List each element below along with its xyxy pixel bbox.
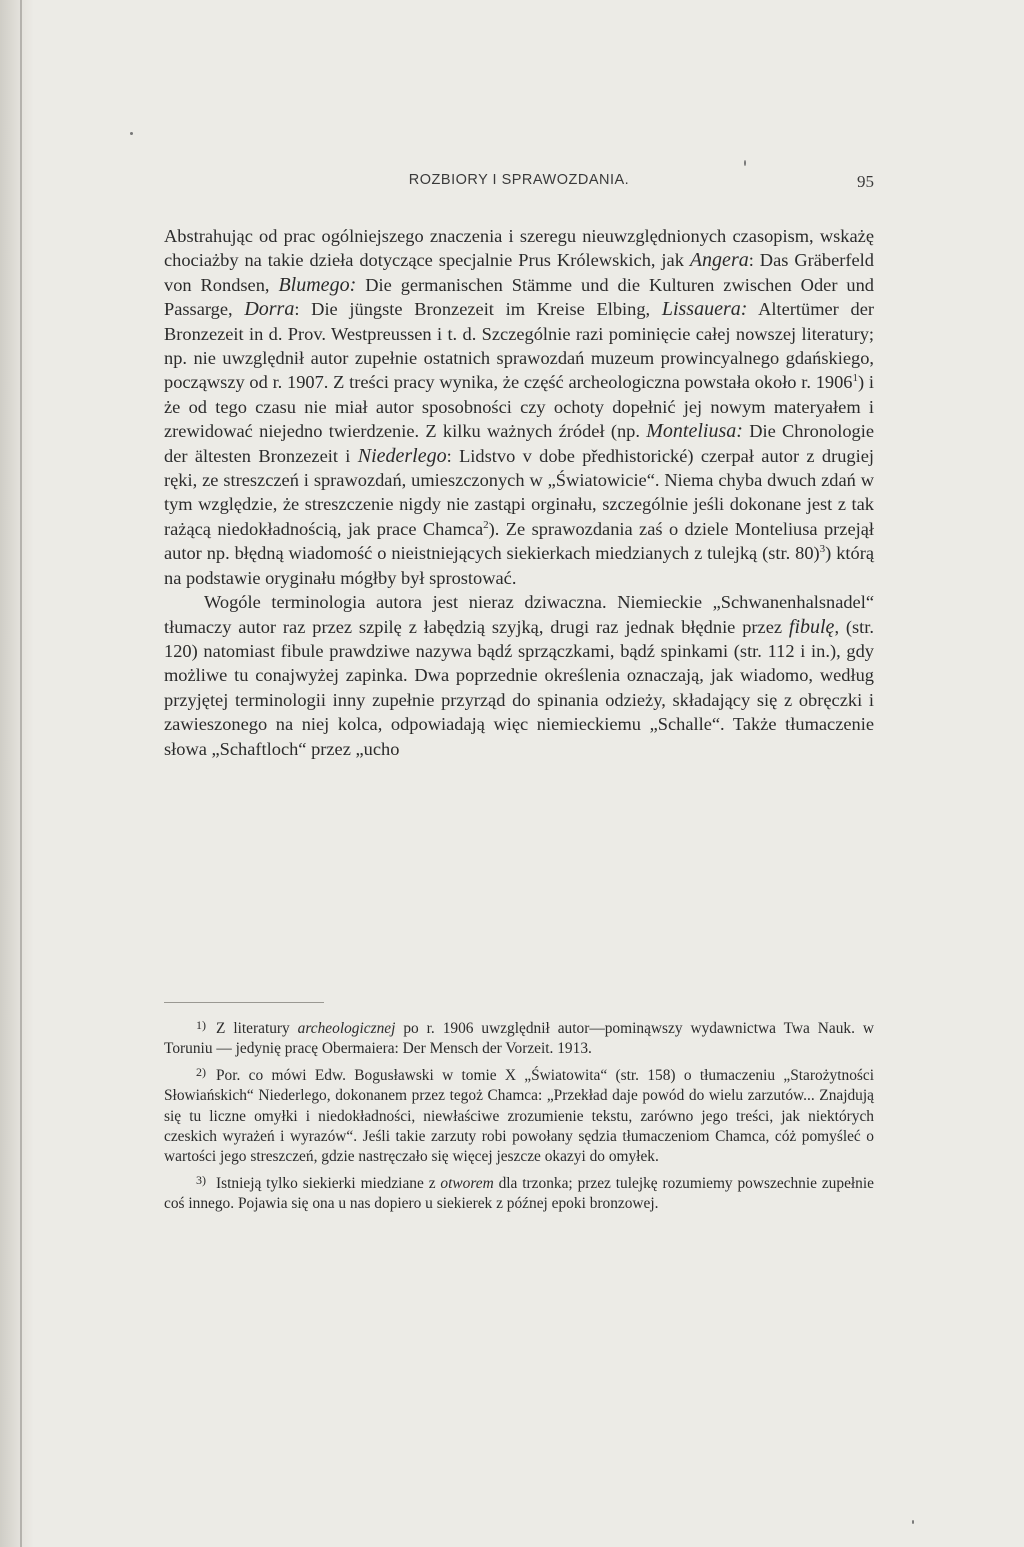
text-run: Altertümer der Bronzezeit in d. Prov. Westpreussen i t. d. Szczególnie razi pominięcie całej nowszej literatury; np. nie uwzględnił autor zupełnie ostatnich sprawozdań muzeum prowincyalnego gdańskiego, począwszy od r. 1907. Z treści pracy wynika, że część archeologiczna powstała około r. 1906: [164, 299, 874, 393]
text-run: ) którą na podstawie oryginału mógłby był sprostować.: [164, 543, 875, 588]
text-run: Die germanischen Stämme und die Kulturen zwischen Oder und Passarge,: [164, 274, 874, 320]
footnote-mark: 2): [196, 1064, 206, 1079]
paragraph-1: [164, 224, 874, 590]
text-run: Por. co mówi Edw. Bogusławski w tomie X „Światowita“ (str. 158) o tłumaczeniu „Starożytności Słowiańskich“ Niederlego, dokonanem przez tegoż Chamca: „Przekład daje powód do wielu zarzutów... Znajdują się tu liczne omyłki i niedokładności, niewłaściwe zrozumienie tekstu, zarówno jego treści, jak niektórych czeskich wyrażeń i wyrazów“. Jeśli takie zarzuty robi powołany sędzia tłumaczeniom Chamca, cóż pomyśleć o wartości jego streszczeń, gdzie nastręczało się więcej jeszcze okazyi do omyłek.: [164, 1066, 874, 1166]
italic-run: archeologicznej: [297, 1020, 396, 1037]
italic-run: Monteliusa:: [646, 420, 743, 443]
running-title: ROZBIORY I SPRAWOZDANIA.: [408, 172, 630, 188]
footnote-text: [164, 1067, 874, 1166]
italic-run: Angera: [689, 249, 749, 272]
footnote-ref: 2: [483, 518, 489, 531]
text-run: Die Chronologie der ältesten Bronzezeit i: [164, 421, 874, 466]
italic-run: Blumego:: [278, 273, 357, 296]
main-text: [164, 224, 874, 761]
footnote-3: [164, 1170, 874, 1215]
footnote-2: [164, 1062, 874, 1168]
text-run: Wogóle terminologia autora jest nieraz dziwaczna. Niemieckie „Schwanenhalsnadel“ tłumaczy autor raz przez szpilę z łabędzią szyjką, drugi raz jednak błędnie przez: [164, 592, 874, 637]
footnote-text: [164, 1020, 874, 1057]
text-run: , (str. 120) natomiast fibule prawdziwe nazywa bądź sprzączkami, bądź spinkami (str. 112 i in.), gdy możliwe tu conajwyżej zapinka. Dwa poprzednie określenia oznaczają, jak wiadomo, według przyjętej terminologii inny zupełnie przyrząd do spinania odzieży, składający się z obręczki i zawieszonego na niej kolca, odpowiadają więc niemieckiemu „Schalle“. Także tłumaczenie słowa „Schaftloch“ przez „ucho: [164, 616, 875, 759]
text-run: : Das Gräberfeld von Rondsen,: [164, 250, 874, 295]
footnote-1: [164, 1015, 874, 1060]
text-run: : Die jüngste Bronzezeit im Kreise Elbing,: [294, 299, 662, 320]
paragraph-2: [164, 590, 874, 761]
text-run: Istnieją tylko siekierki miedziane z: [216, 1174, 441, 1192]
footnote-mark: 1): [196, 1018, 206, 1032]
binding-fold-line: [20, 0, 22, 1547]
paper-speck: [912, 1520, 914, 1524]
text-run: dla trzonka; przez tulejkę rozumiemy powszechnie zupełnie coś innego. Pojawia się ona u nas dopiero u siekierek z późnej epoki bronzowej.: [164, 1174, 874, 1213]
footnotes: [164, 1015, 874, 1217]
text-run: : Lidstvo v dobe předhistorické) czerpał autor z drugiej ręki, ze streszczeń i sprawozdań, umieszczonych w „Światowicie“. Niema chyba dwuch zdań w tym względzie, że streszczenie nigdy nie zastąpi orginału, szczególnie jeśli dokonane jest z tak rażącą niedokładnością, jak prace Chamca: [164, 445, 874, 539]
page-header: [164, 172, 874, 194]
paper-speck: [130, 132, 133, 135]
text-run: ). Ze sprawozdania zaś o dziele Monteliusa przejął autor np. błędną wiadomość o nieistniejących siekierkach miedzianych z tulejką (str. 80): [164, 518, 874, 564]
italic-run: Niederlego: [357, 444, 447, 467]
text-run: ) i że od tego czasu nie miał autor sposobności czy ochoty dopełnić jej nowym materyałem i zrewidować niejedno twierdzenie. Z kilku ważnych źródeł (np.: [164, 372, 874, 442]
text-run: Z literatury: [216, 1020, 298, 1037]
italic-run: fibulę: [788, 615, 835, 638]
footnote-ref: 1: [852, 372, 858, 385]
italic-run: Lissauera:: [661, 298, 748, 321]
footnote-ref: 3: [819, 543, 826, 556]
footnote-separator: [164, 1002, 324, 1003]
italic-run: otworem: [440, 1174, 494, 1192]
text-run: po r. 1906 uwzględnił autor—pominąwszy wydawnictwa Twa Nauk. w Toruniu — jedynię pracę Obermaiera: Der Mensch der Vorzeit. 1913.: [164, 1020, 874, 1058]
footnote-mark: 3): [196, 1172, 206, 1187]
page-number: 95: [857, 172, 874, 191]
paper-speck: [744, 160, 746, 166]
italic-run: Dorra: [244, 298, 295, 321]
text-run: Abstrahując od prac ogólniejszego znaczenia i szeregu nieuwzględnionych czasopism, wskażę chociażby na takie dzieła dotyczące specjalnie Prus Królewskich, jak: [164, 226, 874, 271]
footnote-text: [164, 1175, 874, 1212]
binding-gutter: [0, 0, 34, 1547]
